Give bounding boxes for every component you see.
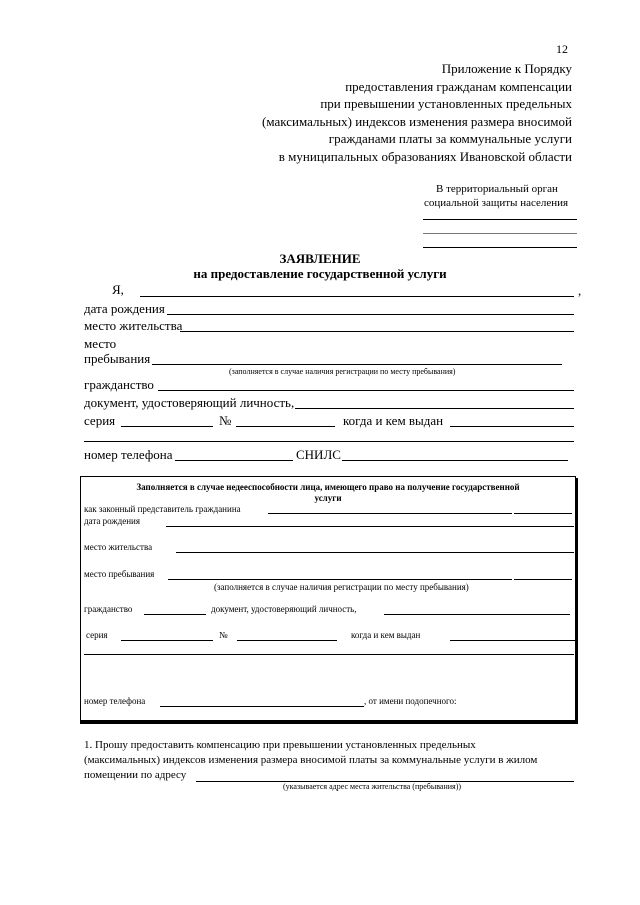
phone-field[interactable] xyxy=(175,460,293,461)
annex-line: Приложение к Порядку xyxy=(441,61,572,76)
stay-field[interactable] xyxy=(152,364,562,365)
fullname-field[interactable] xyxy=(140,296,574,297)
annex-line: в муниципальных образованиях Ивановской области xyxy=(278,148,572,164)
addressee-field-1[interactable] xyxy=(423,219,577,220)
number-label: № xyxy=(219,413,232,428)
birth-date-field[interactable] xyxy=(167,314,574,315)
guardian-document-label: документ, удостоверяющий личность, xyxy=(211,604,357,614)
issued-field-continued[interactable] xyxy=(84,441,574,442)
guardian-document-field[interactable] xyxy=(384,614,570,615)
addressee-field-2[interactable] xyxy=(423,233,577,234)
guardian-phone-label: номер телефона xyxy=(84,696,146,706)
request-line-1: 1. Прошу предоставить компенсацию при превышении установленных предельных xyxy=(84,739,476,751)
addressee-field-3[interactable] xyxy=(423,247,577,248)
guardian-birth-field[interactable] xyxy=(166,526,574,527)
guardian-stay-label: место пребывания xyxy=(84,569,155,579)
guardian-series-label: серия xyxy=(86,630,108,640)
guardian-birth-label: дата рождения xyxy=(84,516,140,526)
addressee-line-2: социальной защиты населения xyxy=(424,197,569,209)
stay-label-1: место xyxy=(84,336,117,351)
request-line-2: (максимальных) индексов изменения размера вносимой платы за коммунальные услуги в жилом xyxy=(84,754,538,766)
stay-label-2: пребывания xyxy=(84,351,151,366)
address-note: (указывается адрес места жительства (пребывания)) xyxy=(283,782,462,791)
guardian-residence-field[interactable] xyxy=(176,552,574,553)
comma: , xyxy=(578,283,582,298)
guardian-heading-2: услуги xyxy=(314,493,342,503)
guardian-ward-field[interactable] xyxy=(268,513,512,514)
annex-line: гражданами платы за коммунальные услуги xyxy=(328,131,572,146)
document-label: документ, удостоверяющий личность, xyxy=(84,395,295,410)
guardian-stay-note: (заполняется в случае наличия регистрации по месту пребывания) xyxy=(214,582,469,592)
guardian-citizenship-field[interactable] xyxy=(144,614,206,615)
page-number: 12 xyxy=(556,42,568,56)
guardian-box-shadow xyxy=(576,478,578,724)
series-field[interactable] xyxy=(121,426,213,427)
guardian-residence-label: место жительства xyxy=(84,542,153,552)
guardian-stay-field[interactable] xyxy=(168,579,512,580)
guardian-stay-field-2[interactable] xyxy=(514,579,572,580)
stay-note: (заполняется в случае наличия регистрации по месту пребывания) xyxy=(229,367,456,376)
guardian-number-field[interactable] xyxy=(237,640,337,641)
snils-label: СНИЛС xyxy=(296,447,341,462)
annex-block xyxy=(152,60,572,165)
phone-label: номер телефона xyxy=(84,447,173,462)
guardian-on-behalf-label: , от имени подопечного: xyxy=(364,696,457,706)
citizenship-field[interactable] xyxy=(158,390,574,391)
document-field[interactable] xyxy=(295,408,574,409)
guardian-citizenship-label: гражданство xyxy=(84,604,133,614)
form-subtitle: на предоставление государственной услуги xyxy=(193,266,447,281)
guardian-issued-field[interactable] xyxy=(450,640,576,641)
number-field[interactable] xyxy=(236,426,335,427)
residence-field[interactable] xyxy=(180,331,574,332)
series-label: серия xyxy=(84,413,116,428)
guardian-issued-field-continued[interactable] xyxy=(84,654,574,655)
issued-field[interactable] xyxy=(450,426,574,427)
annex-line: при превышении установленных предельных xyxy=(320,96,572,111)
birth-date-label: дата рождения xyxy=(84,301,165,316)
guardian-heading: Заполняется в случае недееспособности лица, имеющего право на получение государственной xyxy=(136,482,520,492)
snils-field[interactable] xyxy=(342,460,568,461)
form-title: ЗАЯВЛЕНИЕ xyxy=(279,251,361,266)
annex-line: (максимальных) индексов изменения размера вносимой xyxy=(262,113,572,129)
residence-label: место жительства xyxy=(84,318,183,333)
guardian-phone-field[interactable] xyxy=(160,706,364,707)
guardian-as-legal-label: как законный представитель гражданина xyxy=(84,504,241,514)
i-label: Я, xyxy=(112,282,124,297)
issued-label: когда и кем выдан xyxy=(343,413,444,428)
guardian-ward-field-2[interactable] xyxy=(514,513,572,514)
guardian-issued-label: когда и кем выдан xyxy=(351,630,421,640)
guardian-number-label: № xyxy=(219,630,228,640)
guardian-box-shadow xyxy=(80,721,578,724)
guardian-series-field[interactable] xyxy=(121,640,213,641)
citizenship-label: гражданство xyxy=(84,377,154,392)
request-line-3: помещении по адресу xyxy=(84,769,187,781)
addressee-line-1: В территориальный орган xyxy=(436,183,558,195)
annex-line: предоставления гражданам компенсации xyxy=(345,78,572,94)
